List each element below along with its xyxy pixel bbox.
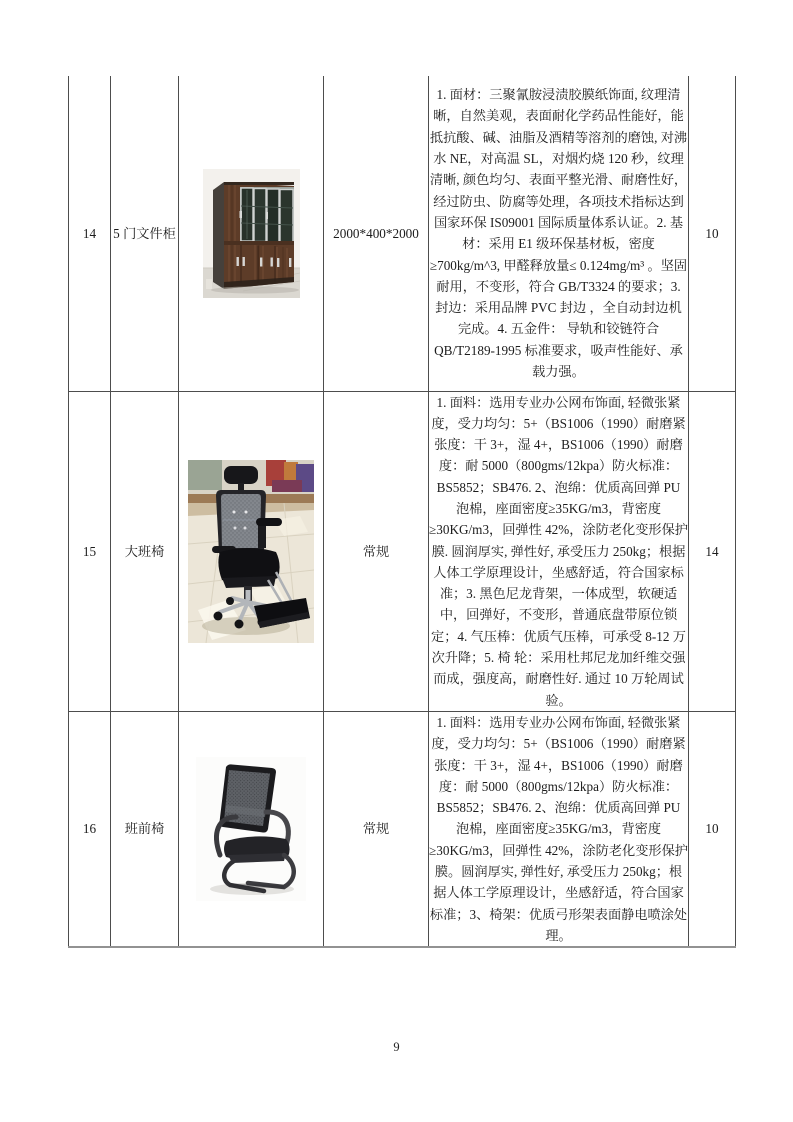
spec-cell: 常规 [324,391,429,711]
page-number: 9 [393,1040,400,1054]
table-row [69,76,736,391]
item-photo-cell [179,391,324,711]
item-photo-cell [179,711,324,947]
spec-cell: 2000*400*2000 [324,76,429,391]
serial-cell: 15 [69,391,111,711]
quantity-cell: 10 [689,76,736,391]
item-name-cell: 大班椅 [111,391,179,711]
item-photo-cell [179,76,324,391]
item-name-cell: 班前椅 [111,711,179,947]
description-cell: 1. 面料：选用专业办公网布饰面, 轻微张紧度，受力均匀：5+（BS1006（1990）耐磨紧张度：干 3+，湿 4+，BS1006（1990）耐磨度：耐 5000（800gms/12kpa）防火标准：BS5852；SB476. 2、泡绵：优质高回弹 PU 泡棉，座面密度≥35KG/m3，背密度≥30KG/m3，回弹性 42%，涂防老化变形保护膜。圆润厚实, 弹性好, 承受压力 250kg；根据人体工学原理设计，坐感舒适，符合国家标准；3、椅架：优质弓形架表面静电喷涂处理。 [429,711,689,947]
spec-cell: 常规 [324,711,429,947]
description-cell: 1. 面料：选用专业办公网布饰面, 轻微张紧度，受力均匀：5+（BS1006（1990）耐磨紧张度：干 3+，湿 4+，BS1006（1990）耐磨度：耐 5000（800gms/12kpa）防火标准：BS5852；SB476. 2、泡绵：优质高回弹 PU 泡棉，座面密度≥35KG/m3，背密度≥30KG/m3，回弹性 42%，涂防老化变形保护膜. 圆润厚实, 弹性好, 承受压力 250kg；根据人体工学原理设计，坐感舒适，符合国家标准；3. 黑色尼龙背架，一体成型，软硬适中，回弹好，不变形，普通底盘带原位锁定；4. 气压棒：优质气压棒，可承受 8-12 万次升降；5. 椅 轮：采用杜邦尼龙加纤维交强而成，强度高，耐磨性好. 通过 10 万轮周试验。 [429,391,689,711]
quantity-cell: 10 [689,711,736,947]
serial-cell: 16 [69,711,111,947]
serial-cell: 14 [69,76,111,391]
description-cell: 1. 面材：三聚氰胺浸渍胶膜纸饰面, 纹理清晰，自然美观，表面耐化学药品性能好，能抵抗酸、碱、油脂及酒精等溶剂的磨蚀, 对沸水 NE，对高温 SL，对烟灼烧 120 秒，纹理清晰, 颜色均匀、表面平整光滑、耐磨性好，经过防虫、防腐等处理，各项技术指标达到国家环保 IS09001 国际质量体系认证。2. 基材：采用 E1 级环保基材板，密度≥700kg/m^3, 甲醛释放量≤ 0.124mg/m³ 。坚固耐用，不变形，符合 GB/T3324 的要求；3. 封边：采用品牌 PVC 封边 ，全自动封边机完成。4. 五金件： 导轨和铰链符合 QB/T2189-1995 标准要求，吸声性能好、承载力强。 [429,76,689,391]
wooden-file-cabinet-photo [203,169,300,298]
item-name-cell: 5 门文件柜 [111,76,179,391]
executive-chair-photo [188,460,314,643]
table-row [69,711,736,947]
cantilever-visitor-chair-photo [196,757,306,901]
table-row [69,391,736,711]
product-spec-table [68,76,736,948]
quantity-cell: 14 [689,391,736,711]
